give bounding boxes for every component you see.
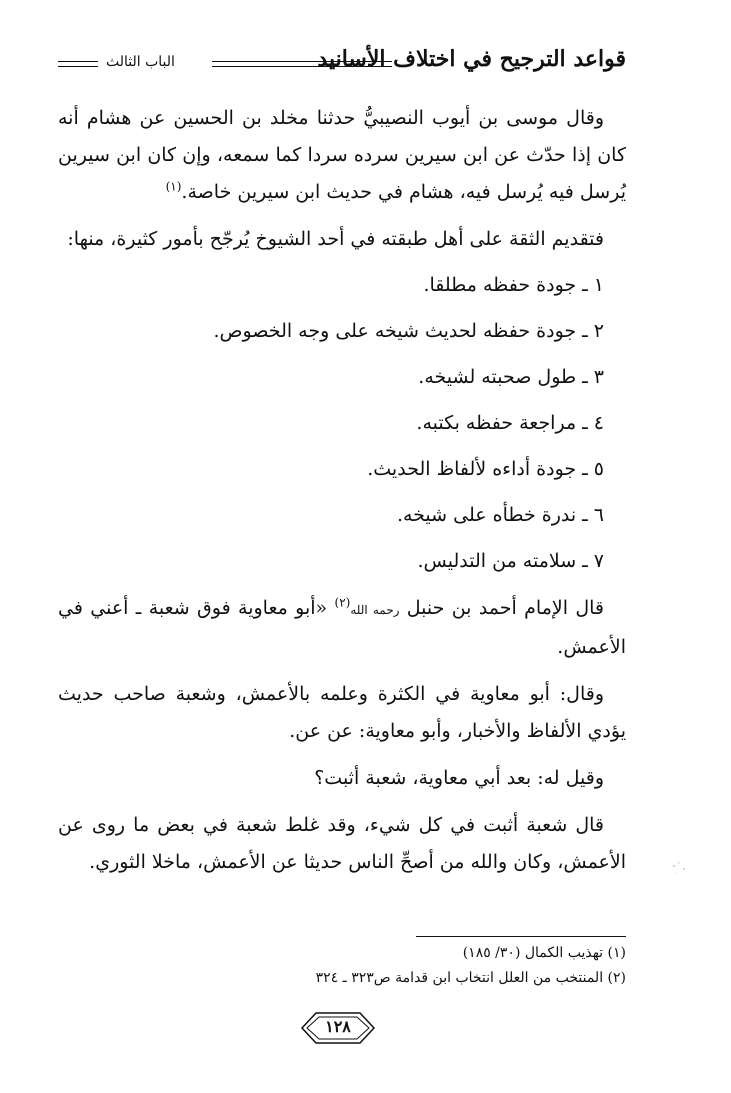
paragraph-3-rest: «أبو معاوية فوق شعبة ـ أعني في الأعمش. — [58, 597, 626, 658]
footnote: (١) تهذيب الكمال (٣٠/ ١٨٥) — [462, 945, 626, 961]
list-item: ٧ ـ سلامته من التدليس. — [417, 550, 604, 572]
footnote-ref-2: (٢) — [334, 595, 351, 610]
main-text — [58, 100, 626, 881]
paragraph-5: وقيل له: بعد أبي معاوية، شعبة أثبت؟ — [314, 767, 604, 789]
list-item: ٣ ـ طول صحبته لشيخه. — [418, 366, 604, 388]
chapter-name: الباب الثالث — [106, 54, 175, 70]
paragraph-3-start: قال الإمام أحمد بن حنبل — [399, 597, 604, 619]
footnotes — [58, 941, 626, 991]
paragraph-1-text: وقال موسى بن أيوب النصيبيُّ حدثنا مخلد بن الحسين عن هشام أنه كان إذا حدّث عن ابن سيرين سرده سردا كما سمعه، وإن كان ابن سيرين يُرسل فيه يُرسل فيه، هشام في حديث ابن سيرين خاصة. — [58, 107, 626, 203]
book-title: قواعد الترجيح في اختلاف الأسانيد — [317, 46, 626, 72]
header-rule-left — [58, 61, 98, 67]
footnote: (٢) المنتخب من العلل انتخاب ابن قدامة ص٣٢٣ ـ ٣٢٤ — [315, 970, 626, 986]
footnote-ref-1: (١) — [165, 179, 182, 194]
footnote-separator — [416, 936, 626, 937]
paragraph-1 — [58, 100, 626, 211]
page-number-ornament — [298, 1010, 378, 1046]
list-item: ٤ ـ مراجعة حفظه بكتبه. — [416, 412, 604, 434]
honorific: رحمه الله — [350, 603, 400, 617]
paper-speck-icon — [670, 860, 690, 880]
paragraph-4: وقال: أبو معاوية في الكثرة وعلمه بالأعمش، وشعبة صاحب حديث يؤدي الألفاظ والأخبار، وأبو معاوية: عن عن. — [58, 683, 626, 742]
running-header — [58, 40, 626, 80]
list-item: ٢ ـ جودة حفظه لحديث شيخه على وجه الخصوص. — [213, 320, 604, 342]
page-number: ١٢٨ — [325, 1017, 351, 1036]
list-item: ٦ ـ ندرة خطأه على شيخه. — [396, 504, 604, 526]
list-item: ١ ـ جودة حفظه مطلقا. — [423, 274, 604, 296]
paragraph-2: فتقديم الثقة على أهل طبقته في أحد الشيوخ يُرجّح بأمور كثيرة، منها: — [67, 228, 604, 250]
list-item: ٥ ـ جودة أداءه لألفاظ الحديث. — [367, 458, 604, 480]
paragraph-3 — [58, 590, 626, 666]
paragraph-6: قال شعبة أثبت في كل شيء، وقد غلط شعبة في بعض ما روى عن الأعمش، وكان والله من أصحِّ الناس حديثا عن الأعمش، ماخلا الثوري. — [58, 814, 626, 873]
